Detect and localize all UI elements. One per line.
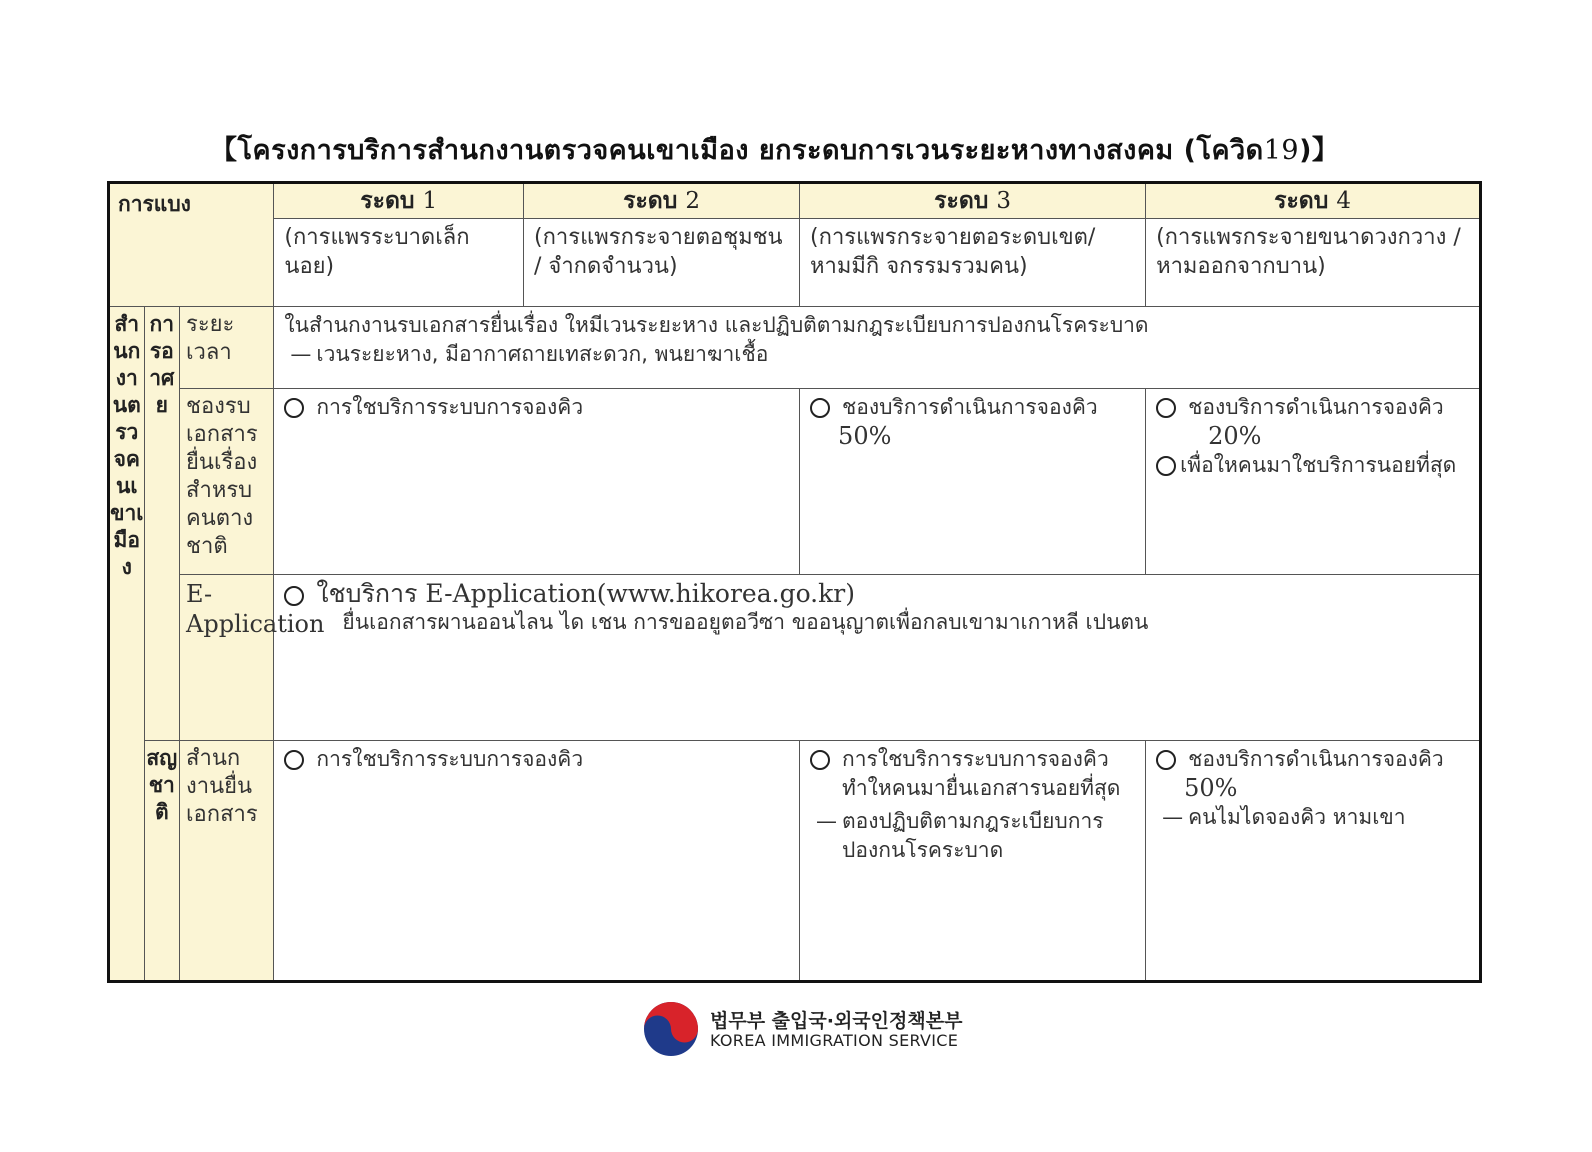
level-1-header: ระดบ 1 [274,183,524,219]
national-level-4-note: คนไมไดจองคิว หามเขา [1188,805,1406,829]
row-label-national: สำนกงานยื่นเอกสาร [180,741,274,982]
korea-immigration-logo [640,998,963,1060]
level-3-header: ระดบ 3 [800,183,1146,219]
counter-level-1-2: การใชบริการระบบการจองคิว [274,389,800,575]
taegeuk-icon [642,1000,700,1058]
counter-level-4: ชองบริการดำเนินการจองคิว 20% เพื่อใหคนมาใชบริการนอยที่สุด [1146,389,1481,575]
counter-level-3: ชองบริการดำเนินการจองคิว 50% [800,389,1146,575]
header-corner: การแบง [109,183,274,307]
row-label-counter: ชองรบเอกสารยื่นเรื่องสำหรบคนตางชาติ [180,389,274,575]
circle-bullet-icon [810,750,830,770]
circle-bullet-icon [810,398,830,418]
national-level-4-percent: 50% [1184,774,1238,802]
logo-english-text: KOREA IMMIGRATION SERVICE [710,1031,959,1050]
circle-bullet-icon [1156,456,1176,476]
national-level-1-2: การใชบริการระบบการจองคิว [274,741,800,982]
circle-bullet-icon [1156,750,1176,770]
circle-bullet-icon [284,750,304,770]
group-national: สญชาติ [144,741,180,982]
level-1-subtitle: (การแพรระบาดเล็กนอย) [274,219,524,307]
logo-korean-text: 법무부 출입국·외국인정책본부 [710,1010,963,1032]
circle-bullet-icon [284,398,304,418]
level-4-header: ระดบ 4 [1146,183,1481,219]
circle-bullet-icon [1156,398,1176,418]
counter-level-4-percent: 20% [1208,422,1262,450]
policy-table [107,181,1482,983]
title-number: 19 [1263,135,1300,166]
counter-level-3-percent: 50% [838,422,892,450]
page-title [210,128,1360,171]
eapp-line-2: ยื่นเอกสารผานออนไลน ได เชน การขออยูตอวีซา ขออนุญาตเพื่อกลบเขามาเกาหลี เปนตน [342,610,1149,634]
level-4-subtitle: (การแพรกระจายขนาดวงกวาง / หามออกจากบาน) [1146,219,1481,307]
level-3-subtitle: (การแพรกระจายตอระดบเขต/ หามมีกิ จกรรมรวมคน) [800,219,1146,307]
distance-cell [274,307,1481,389]
eapp-cell: ใชบริการ E-Application(www.hikorea.go.kr) ยื่นเอกสารผานออนไลน ได เชน การขออยูตอวีซา ขออนุญาตเพื่อกลบเขามาเกาหลี เปนตน [274,575,1481,741]
distance-line-1: ในสำนกงานรบเอกสารยื่นเรื่อง ใหมีเวนระยะหาง และปฏิบติตามกฎระเบียบการปองกนโรคระบาด [284,313,1149,337]
group-office: สำนกงานตรวจคนเขาเมือง [109,307,145,982]
level-2-subtitle: (การแพรกระจายตอชุมชน / จำกดจำนวน) [524,219,800,307]
title-suffix: )】 [1299,135,1340,166]
national-level-3: การใชบริการระบบการจองคิว ทำใหคนมายื่นเอกสารนอยที่สุด — ตองปฏิบติตามกฎระเบียบการปองกนโรคระบาด [800,741,1146,982]
title-prefix: 【โครงการบริการสำนกงานตรวจคนเขาเมือง ยกระดบการเวนระยะหางทางสงคม (โควิด [210,135,1264,166]
group-foreigner: การอาศย [144,307,180,741]
row-label-distance: ระยะเวลา [180,307,274,389]
circle-bullet-icon [284,586,304,606]
distance-line-2: — เวนระยะหาง, มีอากาศถายเทสะดวก, พนยาฆาเชื้อ [290,342,769,366]
row-label-eapp: E-Application [180,575,274,741]
level-2-header: ระดบ 2 [524,183,800,219]
national-level-3-note: ตองปฏิบติตามกฎระเบียบการปองกนโรคระบาด [842,809,1104,862]
national-level-4: ชองบริการดำเนินการจองคิว 50% — คนไมไดจองคิว หามเขา [1146,741,1481,982]
